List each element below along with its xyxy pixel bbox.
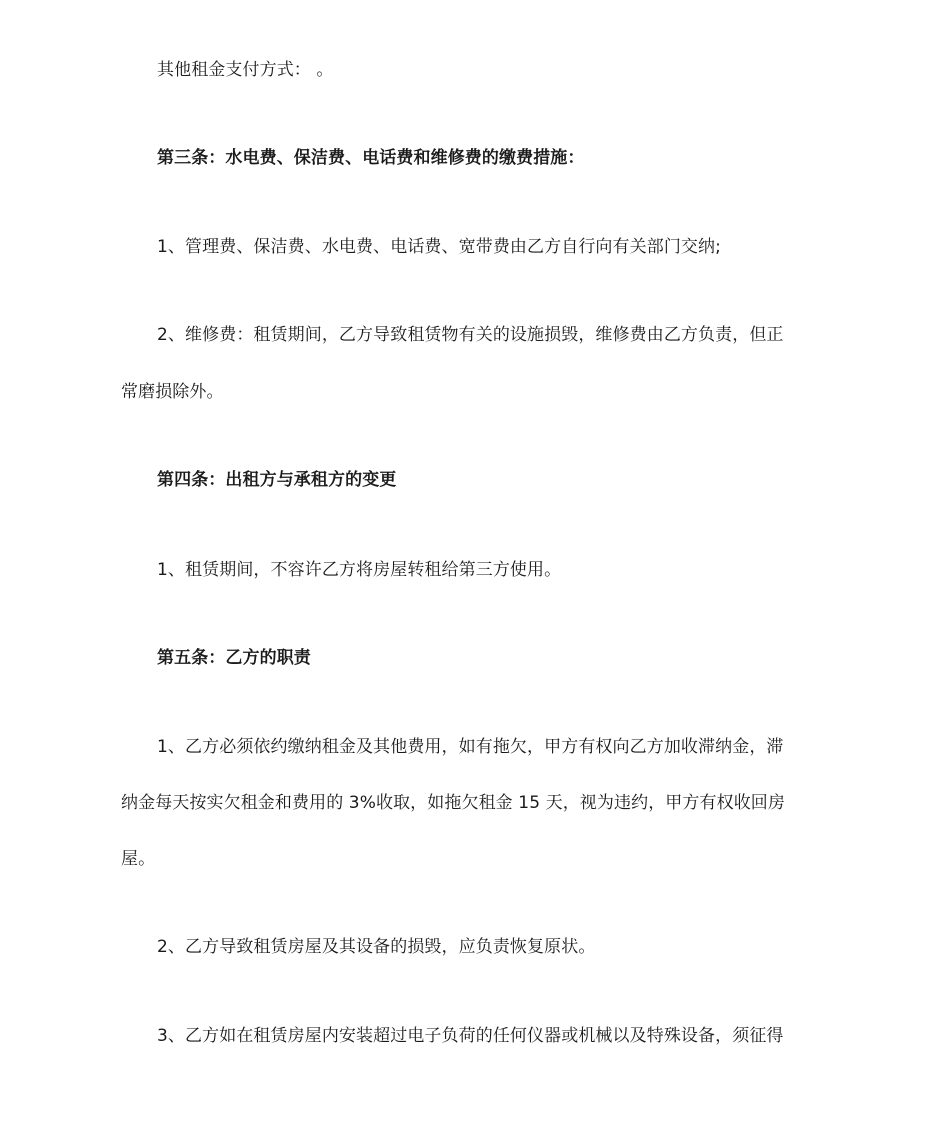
heading-article-5: 第五条：乙方的职责 [157,648,311,668]
paragraph-article-3-item-1: 1、管理费、保洁费、水电费、电话费、宽带费由乙方自行向有关部门交纳; [157,237,721,257]
paragraph-article-5-item-1: 1、乙方必须依约缴纳租金及其他费用，如有拖欠，甲方有权向乙方加收滞纳金，滞 [157,737,784,757]
paragraph-article-5-item-3: 3、乙方如在租赁房屋内安装超过电子负荷的任何仪器或机械以及特殊设备，须征得 [157,1026,784,1046]
paragraph-article-3-item-2-cont: 常磨损除外。 [121,382,224,402]
paragraph-article-3-item-2: 2、维修费：租赁期间，乙方导致租赁物有关的设施损毁，维修费由乙方负责，但正 [157,325,784,345]
paragraph-other-payment: 其他租金支付方式： 。 [157,60,334,80]
paragraph-article-5-item-2: 2、乙方导致租赁房屋及其设备的损毁，应负责恢复原状。 [157,937,596,957]
paragraph-article-5-item-1-end: 屋。 [121,849,156,869]
heading-article-4: 第四条：出租方与承租方的变更 [157,470,397,490]
heading-article-3: 第三条：水电费、保洁费、电话费和维修费的缴费措施： [157,148,585,168]
paragraph-article-4-item-1: 1、租赁期间，不容许乙方将房屋转租给第三方使用。 [157,560,562,580]
paragraph-article-5-item-1-cont: 纳金每天按实欠租金和费用的 3%收取，如拖欠租金 15 天，视为违约，甲方有权收回房 [121,793,786,813]
